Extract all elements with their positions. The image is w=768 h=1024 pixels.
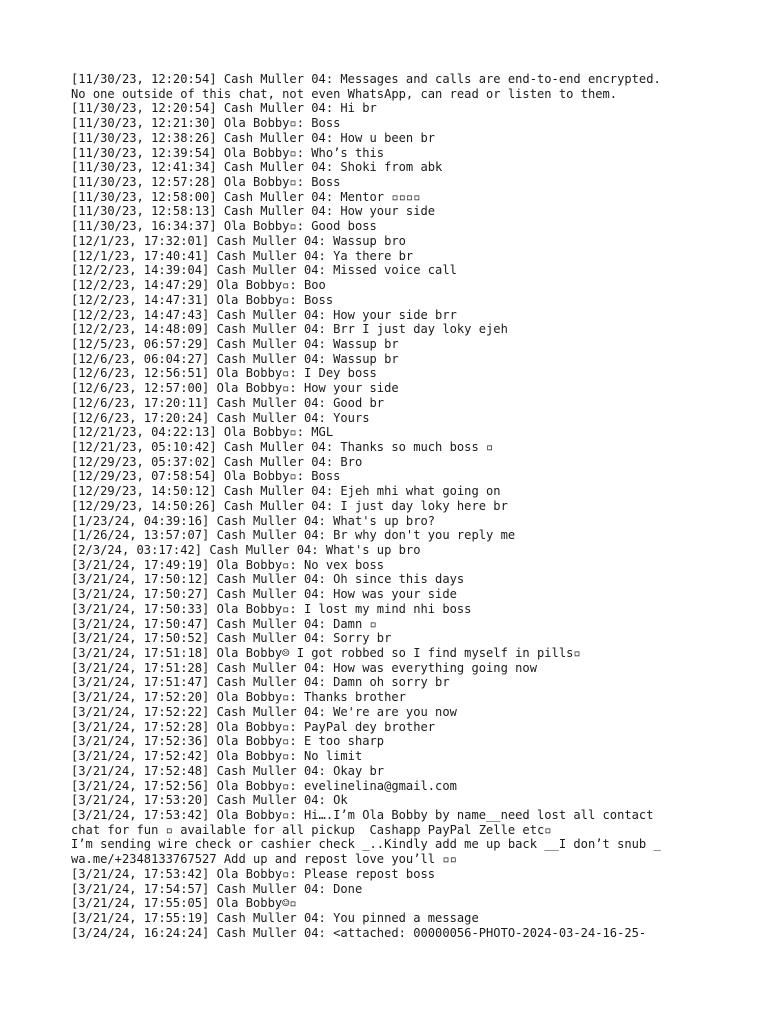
chat-line: [11/30/23, 12:58:13] Cash Muller 04: How your side bbox=[71, 204, 436, 219]
chat-line: [12/2/23, 14:47:31] Ola Bobby▫: Boss bbox=[71, 292, 334, 307]
chat-line: [3/21/24, 17:51:18] Ola Bobby☹ I got robbed so I find myself in pills▫ bbox=[71, 646, 581, 661]
chat-line: [2/3/24, 03:17:42] Cash Muller 04: What's up bro bbox=[71, 543, 421, 557]
chat-line: [12/2/23, 14:39:04] Cash Muller 04: Missed voice call bbox=[71, 263, 457, 278]
chat-line: [12/1/23, 17:40:41] Cash Muller 04: Ya there br bbox=[71, 248, 414, 263]
chat-line: [12/6/23, 12:56:51] Ola Bobby▫: I Dey boss bbox=[71, 366, 377, 381]
chat-line: [3/21/24, 17:52:28] Ola Bobby▫: PayPal dey brother bbox=[71, 719, 436, 734]
chat-line: [11/30/23, 12:39:54] Ola Bobby▫: Who’s this bbox=[71, 145, 385, 160]
chat-transcript bbox=[71, 72, 711, 940]
chat-line: [12/6/23, 17:20:11] Cash Muller 04: Good br bbox=[71, 395, 385, 410]
chat-line: [3/21/24, 17:53:20] Cash Muller 04: Ok bbox=[71, 793, 348, 808]
chat-line: [3/21/24, 17:50:27] Cash Muller 04: How was your side bbox=[71, 587, 457, 602]
chat-line: No one outside of this chat, not even WhatsApp, can read or listen to them. bbox=[71, 86, 618, 101]
chat-line: [12/5/23, 06:57:29] Cash Muller 04: Wassup br bbox=[71, 336, 399, 351]
chat-line: [11/30/23, 12:58:00] Cash Muller 04: Mentor ▫▫▫▫ bbox=[71, 189, 421, 204]
chat-line: [3/21/24, 17:52:22] Cash Muller 04: We're are you now bbox=[71, 704, 457, 719]
chat-line: [3/21/24, 17:53:42] Ola Bobby▫: Hi….I’m Ola Bobby by name__need lost all contact bbox=[71, 807, 654, 822]
chat-line: [3/21/24, 17:50:47] Cash Muller 04: Damn ▫ bbox=[71, 616, 377, 631]
chat-line: [3/21/24, 17:49:19] Ola Bobby▫: No vex boss bbox=[71, 557, 385, 572]
chat-line: [3/21/24, 17:52:36] Ola Bobby▫: E too sharp bbox=[71, 734, 385, 749]
chat-line: [3/21/24, 17:52:42] Ola Bobby▫: No limit bbox=[71, 749, 363, 764]
chat-line: [3/21/24, 17:52:20] Ola Bobby▫: Thanks brother bbox=[71, 690, 406, 705]
chat-line: wa.me/+2348133767527 Add up and repost love you’ll ▫▫ bbox=[71, 852, 457, 867]
chat-line: [1/26/24, 13:57:07] Cash Muller 04: Br why don't you reply me bbox=[71, 528, 516, 543]
chat-line: [3/21/24, 17:52:56] Ola Bobby▫: evelinelina@gmail.com bbox=[71, 778, 457, 793]
chat-line: [12/29/23, 14:50:12] Cash Muller 04: Ejeh mhi what going on bbox=[71, 484, 501, 499]
chat-line: [3/21/24, 17:51:47] Cash Muller 04: Damn oh sorry br bbox=[71, 675, 450, 690]
chat-line: [12/6/23, 12:57:00] Ola Bobby▫: How your side bbox=[71, 381, 399, 396]
chat-line: [12/29/23, 07:58:54] Ola Bobby▫: Boss bbox=[71, 469, 341, 484]
chat-line: [12/21/23, 05:10:42] Cash Muller 04: Thanks so much boss ▫ bbox=[71, 439, 494, 454]
chat-line: [11/30/23, 12:20:54] Cash Muller 04: Messages and calls are end-to-end encrypted. bbox=[71, 72, 661, 86]
chat-line: [11/30/23, 12:20:54] Cash Muller 04: Hi br bbox=[71, 101, 377, 116]
chat-line: [3/21/24, 17:54:57] Cash Muller 04: Done bbox=[71, 881, 363, 896]
chat-line: [11/30/23, 12:41:34] Cash Muller 04: Shoki from abk bbox=[71, 160, 443, 175]
chat-line: [11/30/23, 12:38:26] Cash Muller 04: How u been br bbox=[71, 130, 436, 145]
chat-line: [3/21/24, 17:50:33] Ola Bobby▫: I lost my mind nhi boss bbox=[71, 601, 472, 616]
chat-line: [12/6/23, 06:04:27] Cash Muller 04: Wassup br bbox=[71, 351, 399, 366]
chat-line: [3/21/24, 17:53:42] Ola Bobby▫: Please repost boss bbox=[71, 866, 436, 881]
chat-line: [3/21/24, 17:52:48] Cash Muller 04: Okay br bbox=[71, 763, 385, 778]
chat-line: [3/24/24, 16:24:24] Cash Muller 04: <attached: 00000056-PHOTO-2024-03-24-16-25- bbox=[71, 925, 647, 940]
chat-line: [3/21/24, 17:50:52] Cash Muller 04: Sorry br bbox=[71, 631, 392, 646]
chat-line: [12/6/23, 17:20:24] Cash Muller 04: Yours bbox=[71, 410, 370, 425]
chat-line: [12/2/23, 14:48:09] Cash Muller 04: Brr I just day loky ejeh bbox=[71, 322, 508, 337]
chat-line: [3/21/24, 17:50:12] Cash Muller 04: Oh since this days bbox=[71, 572, 465, 587]
chat-line: [12/1/23, 17:32:01] Cash Muller 04: Wassup bro bbox=[71, 233, 406, 248]
chat-line: [11/30/23, 12:21:30] Ola Bobby▫: Boss bbox=[71, 116, 341, 131]
chat-line: [11/30/23, 12:57:28] Ola Bobby▫: Boss bbox=[71, 175, 341, 190]
chat-line: I’m sending wire check or cashier check _..Kindly add me up back __I don’t snub _ bbox=[71, 837, 661, 852]
chat-line: [3/21/24, 17:55:05] Ola Bobby☺▫ bbox=[71, 896, 297, 911]
chat-line: [12/29/23, 05:37:02] Cash Muller 04: Bro bbox=[71, 454, 363, 469]
chat-line: [12/21/23, 04:22:13] Ola Bobby▫: MGL bbox=[71, 425, 334, 440]
chat-line: chat for fun ▫ available for all pickup Cashapp PayPal Zelle etc▫ bbox=[71, 822, 552, 837]
chat-line: [12/2/23, 14:47:43] Cash Muller 04: How your side brr bbox=[71, 307, 457, 322]
chat-line: [3/21/24, 17:55:19] Cash Muller 04: You pinned a message bbox=[71, 910, 479, 925]
chat-line: [12/2/23, 14:47:29] Ola Bobby▫: Boo bbox=[71, 278, 326, 293]
chat-line: [3/21/24, 17:51:28] Cash Muller 04: How was everything going now bbox=[71, 660, 537, 675]
chat-line: [12/29/23, 14:50:26] Cash Muller 04: I just day loky here br bbox=[71, 498, 508, 513]
chat-line: [1/23/24, 04:39:16] Cash Muller 04: What's up bro? bbox=[71, 513, 436, 528]
chat-line: [11/30/23, 16:34:37] Ola Bobby▫: Good boss bbox=[71, 219, 377, 234]
